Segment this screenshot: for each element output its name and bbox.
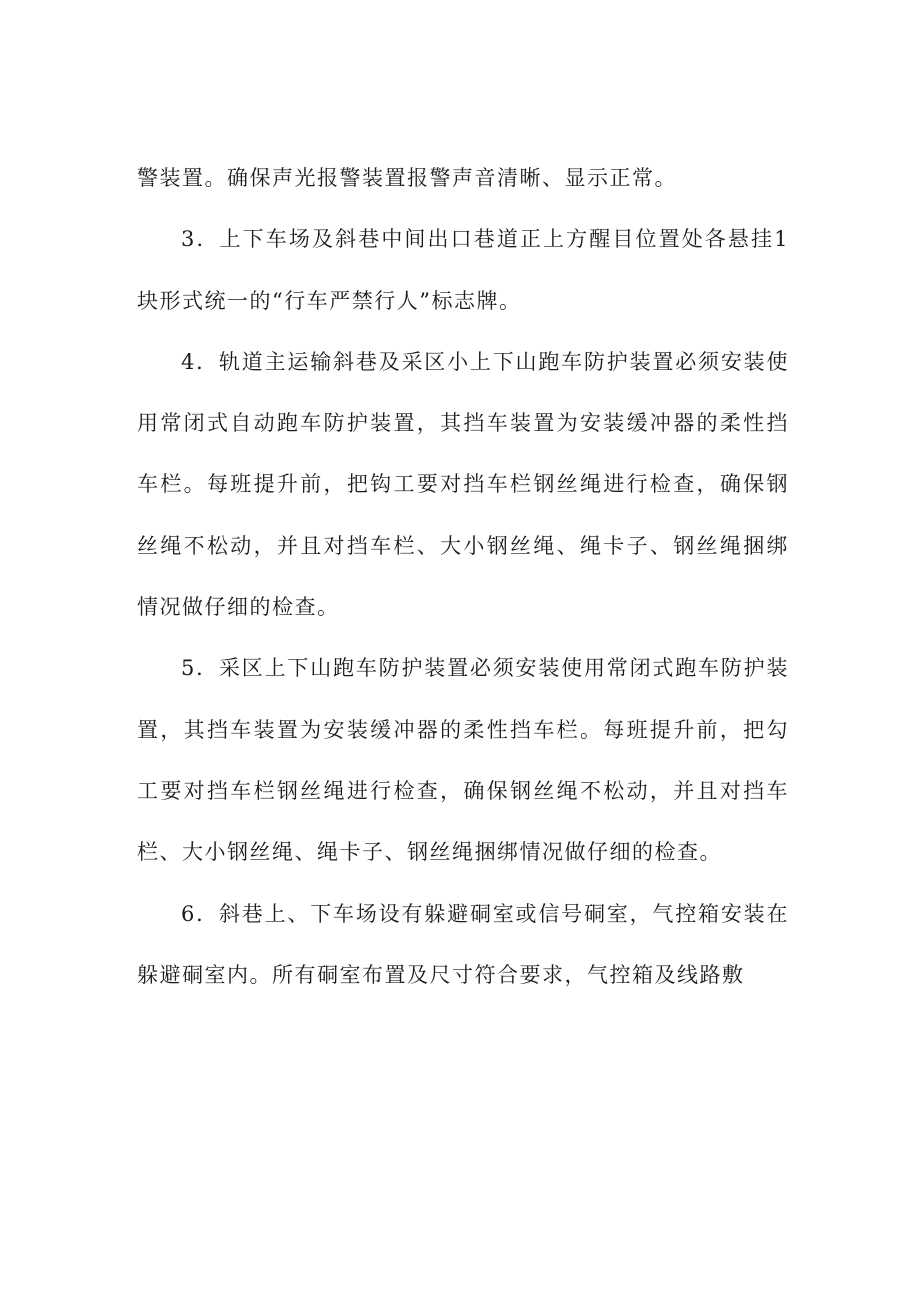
paragraph-item-4: 4．轨道主运输斜巷及采区小上下山跑车防护装置必须安装使用常闭式自动跑车防护装置，其挡车装置为安装缓冲器的柔性挡车栏。每班提升前，把钩工要对挡车栏钢丝绳进行检查，确保钢丝绳不松动，并且对挡车栏、大小钢丝绳、绳卡子、钢丝绳捆绑情况做仔细的检查。: [137, 349, 789, 620]
paragraph-item-3: 3．上下车场及斜巷中间出口巷道正上方醒目位置处各悬挂1块形式统一的“行车严禁行人”标志牌。: [137, 227, 789, 313]
paragraph-item-6: 6．斜巷上、下车场设有躲避硐室或信号硐室，气控箱安装在躲避硐室内。所有硐室布置及尺寸符合要求，气控箱及线路敷: [137, 901, 789, 987]
paragraph-continuation: 警装置。确保声光报警装置报警声音清晰、显示正常。: [137, 166, 677, 190]
paragraph-item-5: 5．采区上下山跑车防护装置必须安装使用常闭式跑车防护装置，其挡车装置为安装缓冲器的柔性挡车栏。每班提升前，把勾工要对挡车栏钢丝绳进行检查，确保钢丝绳不松动，并且对挡车栏、大小钢丝绳、绳卡子、钢丝绳捆绑情况做仔细的检查。: [137, 656, 789, 865]
document-body: [137, 148, 789, 1006]
